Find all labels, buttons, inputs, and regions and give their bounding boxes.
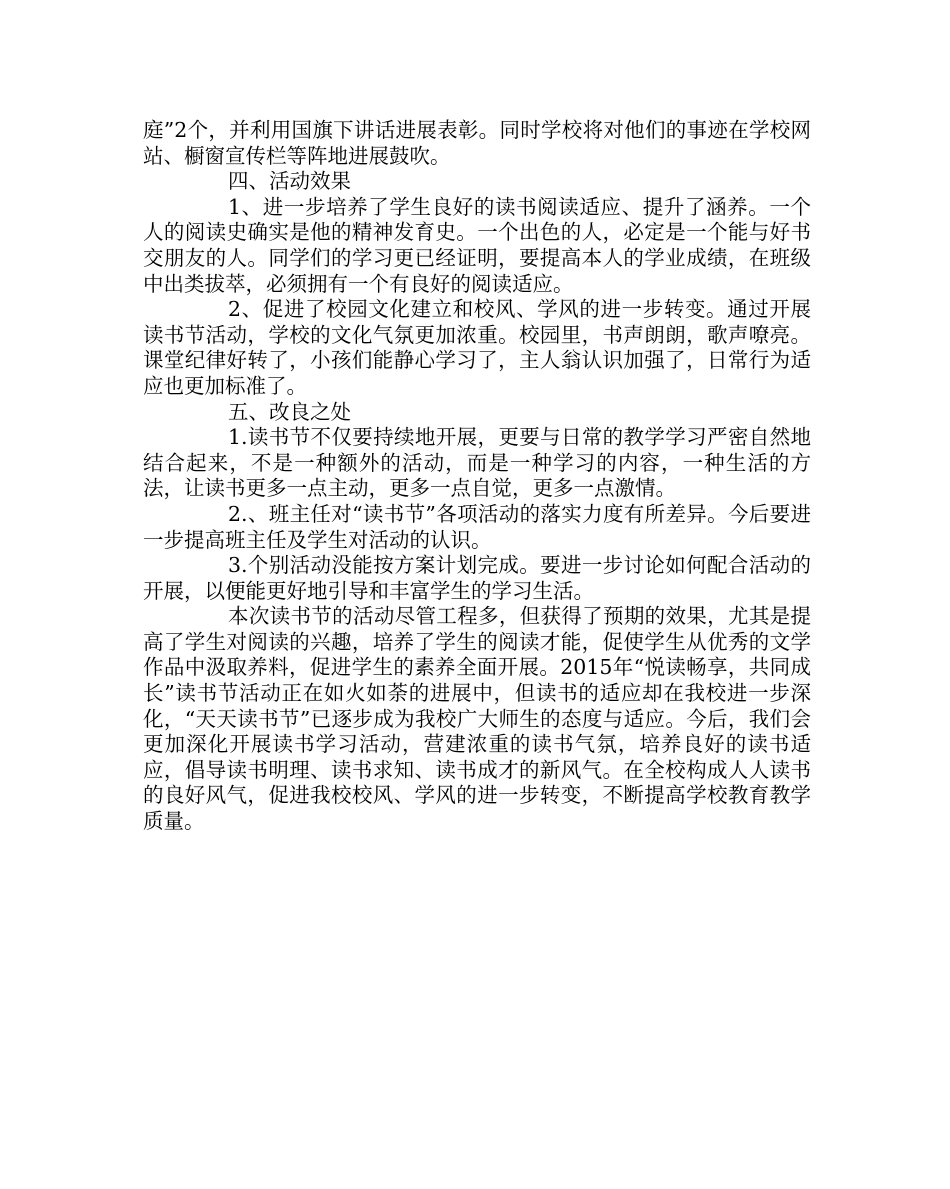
document-body: [143, 118, 811, 835]
paragraph-improvement-3: 3.个别活动没能按方案计划完成。要进一步讨论如何配合活动的开展，以便能更好地引导和丰富学生的学习生活。: [143, 553, 811, 603]
paragraph-improvement-2: 2.、班主任对“读书节”各项活动的落实力度有所差异。今后要进一步提高班主任及学生对活动的认识。: [143, 501, 811, 552]
paragraph-improvement-1: 1.读书节不仅要持续地开展，更要与日常的教学学习严密自然地结合起来，不是一种额外的活动，而是一种学习的内容，一种生活的方法，让读书更多一点主动，更多一点自觉，更多一点激情。: [143, 425, 811, 501]
section-heading-effects: 四、活动效果: [228, 169, 351, 194]
paragraph-effect-2: 2、促进了校园文化建立和校风、学风的进一步转变。通过开展读书节活动，学校的文化气氛更加浓重。校园里，书声朗朗，歌声嘹亮。课堂纪律好转了，小孩们能静心学习了，主人翁认识加强了，日常行为适应也更加标准了。: [143, 297, 811, 398]
paragraph-conclusion: 本次读书节的活动尽管工程多，但获得了预期的效果，尤其是提高了学生对阅读的兴趣，培养了学生的阅读才能，促使学生从优秀的文学作品中汲取养料，促进学生的素养全面开展。2015年“悦读畅享，共同成长”读书节活动正在如火如荼的进展中，但读书的适应却在我校进一步深化，“天天读书节”已逐步成为我校广大师生的态度与适应。今后，我们会更加深化开展读书学习活动，营建浓重的读书气氛，培养良好的读书适应，倡导读书明理、读书求知、读书成才的新风气。在全校构成人人读书的良好风气，促进我校校风、学风的进一步转变，不断提高学校教育教学质量。: [143, 604, 811, 834]
section-heading-improvements: 五、改良之处: [228, 399, 351, 424]
paragraph-effect-1: 1、进一步培养了学生良好的读书阅读适应、提升了涵养。一个人的阅读史确实是他的精神发育史。一个出色的人，必定是一个能与好书交朋友的人。同学们的学习更已经证明，要提高本人的学业成绩，在班级中出类拔萃，必须拥有一个有良好的阅读适应。: [143, 194, 811, 296]
paragraph-continuation: 庭”2个，并利用国旗下讲话进展表彰。同时学校将对他们的事迹在学校网站、橱窗宣传栏等阵地进展鼓吹。: [143, 118, 811, 168]
